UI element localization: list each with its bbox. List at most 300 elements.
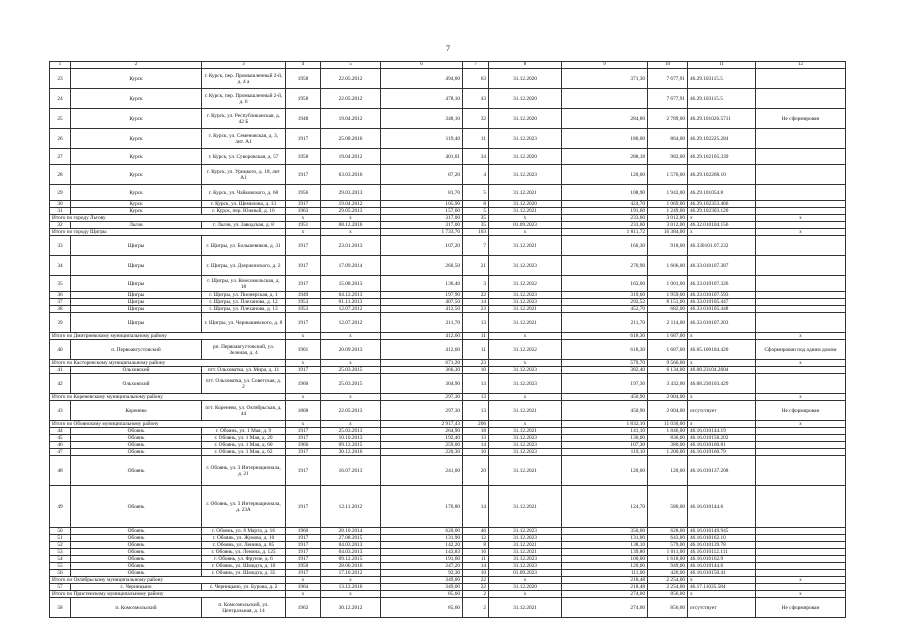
- table-cell: 1953: [286, 306, 321, 313]
- table-cell: г. Обоянь, ул. 1 Мая, д. 62: [202, 449, 286, 456]
- table-cell: 41: [50, 367, 71, 374]
- table-cell: 46.330101.07.232: [688, 236, 756, 256]
- table-cell: 450,90: [562, 401, 648, 421]
- table-cell: 22.05.2013: [321, 401, 381, 421]
- table-cell: Обоянь: [71, 535, 202, 542]
- table-cell: 17.10.2012: [321, 570, 381, 577]
- table-cell: 45: [50, 435, 71, 442]
- table-cell: 15.08.2013: [321, 276, 381, 292]
- subtotal-cell: x: [489, 333, 562, 340]
- table-cell: 1917: [286, 435, 321, 442]
- subtotal-cell: x: [688, 215, 756, 222]
- table-row: [50, 185, 846, 201]
- table-cell: г. Обоянь, ул. Шмидта, д. 10: [202, 563, 286, 570]
- table-cell: 43: [50, 401, 71, 421]
- table-cell: 11: [463, 556, 489, 563]
- subtotal-cell: 218,48: [562, 577, 648, 584]
- table-cell: [756, 367, 846, 374]
- table-cell: 108,90: [562, 185, 648, 201]
- table-cell: 120,00: [562, 165, 648, 185]
- table-cell: Курск: [71, 69, 202, 89]
- table-cell: 46.08.230103.429: [688, 374, 756, 394]
- table-cell: г. Обоянь, ул. Фрунзе, д. 6: [202, 556, 286, 563]
- table-cell: 2 004,00: [648, 401, 688, 421]
- table-cell: 13.12.2016: [321, 584, 381, 591]
- table-cell: 1917: [286, 428, 321, 435]
- table-cell: 31.12.2023: [489, 535, 562, 542]
- subtotal-label: Итого по городу Щигры: [50, 229, 286, 236]
- table-cell: 1 618,00: [648, 556, 688, 563]
- table-cell: 170,80: [381, 486, 463, 528]
- table-cell: Курск: [71, 185, 202, 201]
- subtotal-cell: x: [688, 591, 756, 598]
- table-cell: Щигры: [71, 256, 202, 276]
- subtotal-cell: 1 811,72: [562, 229, 648, 236]
- table-cell: г. Курск, ул. Суворовская, д. 57: [202, 149, 286, 165]
- subtotal-cell: x: [286, 229, 321, 236]
- table-cell: 46.33.010105.447: [688, 299, 756, 306]
- table-row: [50, 222, 846, 229]
- table-cell: 1949: [286, 292, 321, 299]
- table-cell: п. Первоавгустовский: [71, 340, 202, 360]
- table-cell: Курск: [71, 129, 202, 149]
- table-cell: 50: [50, 528, 71, 535]
- table-cell: 46.05.100104.420: [688, 340, 756, 360]
- table-cell: Курск: [71, 165, 202, 185]
- table-cell: 1917: [286, 449, 321, 456]
- table-row: [50, 236, 846, 256]
- table-cell: 16: [463, 549, 489, 556]
- table-cell: 192,40: [381, 435, 463, 442]
- table-cell: 618,30: [562, 340, 648, 360]
- table-cell: 24: [50, 89, 71, 109]
- table-cell: 46.29.103115.5: [688, 69, 756, 89]
- subtotal-cell: 450,90: [562, 394, 648, 401]
- table-cell: [756, 89, 846, 109]
- table-cell: 23.01.2013: [321, 236, 381, 256]
- subtotal-cell: x: [321, 591, 381, 598]
- table-cell: 08.12.2016: [321, 222, 381, 229]
- table-cell: 31.12.2021: [489, 549, 562, 556]
- table-cell: 14: [463, 486, 489, 528]
- table-cell: 105,90: [381, 201, 463, 208]
- column-number: 6: [381, 62, 463, 69]
- table-cell: 46.29.102353.466: [688, 201, 756, 208]
- subtotal-cell: 206: [463, 421, 489, 428]
- table-cell: 51: [50, 535, 71, 542]
- column-number: 3: [202, 62, 286, 69]
- table-row: [50, 276, 846, 292]
- table-cell: 288,18: [562, 149, 648, 165]
- table-cell: 1917: [286, 276, 321, 292]
- table-cell: [756, 256, 846, 276]
- table-cell: 864,00: [648, 129, 688, 149]
- table-cell: 54: [50, 556, 71, 563]
- table-cell: 53: [50, 549, 71, 556]
- table-cell: 44: [50, 428, 71, 435]
- table-cell: [756, 549, 846, 556]
- table-cell: 14: [463, 299, 489, 306]
- table-cell: 14: [463, 563, 489, 570]
- subtotal-cell: x: [286, 577, 321, 584]
- table-cell: п. Комсомольский, ул. Центральная, д. 14: [202, 598, 286, 618]
- table-cell: 31.12.2020: [489, 584, 562, 591]
- table-cell: 380,00: [648, 442, 688, 449]
- table-cell: 1917: [286, 201, 321, 208]
- table-cell: г. Обоянь, ул. 1 Мая, д. 20: [202, 435, 286, 442]
- subtotal-label: Итого по Дмитриевскому муниципальному району: [50, 333, 286, 340]
- subtotal-cell: 22: [463, 577, 489, 584]
- table-cell: [756, 201, 846, 208]
- subtotal-cell: x: [321, 360, 381, 367]
- subtotal-cell: x: [489, 421, 562, 428]
- subtotal-cell: 412,60: [381, 333, 463, 340]
- table-cell: Ольховский: [71, 367, 202, 374]
- table-cell: 29.03.2013: [321, 185, 381, 201]
- table-cell: 371,30: [562, 69, 648, 89]
- table-cell: Обоянь: [71, 542, 202, 549]
- table-row: [50, 556, 846, 563]
- table-cell: 119,40: [381, 129, 463, 149]
- table-cell: 949,00: [648, 563, 688, 570]
- table-cell: 1962: [286, 598, 321, 618]
- table-row: [50, 486, 846, 528]
- table-cell: 25.03.2013: [321, 428, 381, 435]
- subtotal-row: [50, 421, 846, 428]
- table-cell: 1917: [286, 535, 321, 542]
- table-cell: 31.12.2023: [489, 256, 562, 276]
- table-cell: г. Курск, пер. Промышленный 2-й, д. 6: [202, 89, 286, 109]
- subtotal-cell: x: [286, 360, 321, 367]
- table-cell: 1958: [286, 149, 321, 165]
- page-number: 7: [446, 44, 450, 53]
- subtotal-cell: x: [321, 333, 381, 340]
- table-cell: 57: [50, 584, 71, 591]
- table-row: [50, 401, 846, 421]
- table-cell: г. Щигры, ул. Дзержинского, д. 2: [202, 256, 286, 276]
- table-cell: 6 134,00: [648, 367, 688, 374]
- subtotal-cell: x: [489, 394, 562, 401]
- table-cell: 836,00: [648, 435, 688, 442]
- table-cell: г. Курск, ул. Республиканская, д. 42 Б: [202, 109, 286, 129]
- table-cell: 13: [463, 313, 489, 333]
- subtotal-cell: x: [489, 591, 562, 598]
- table-cell: г. Щигры, ул. Большевиков, д. 31: [202, 236, 286, 256]
- table-cell: [756, 442, 846, 449]
- table-cell: 31.12.2021: [489, 185, 562, 201]
- table-cell: 424,70: [562, 201, 648, 208]
- table-cell: 35: [463, 222, 489, 229]
- table-cell: 46.16.010160.79: [688, 449, 756, 456]
- table-cell: 382,40: [562, 367, 648, 374]
- table-cell: 46.16.010144.6: [688, 486, 756, 528]
- subtotal-cell: 103: [463, 229, 489, 236]
- table-cell: [756, 556, 846, 563]
- subtotal-cell: x: [321, 577, 381, 584]
- table-cell: 628,00: [648, 528, 688, 535]
- subtotal-cell: 297,30: [381, 394, 463, 401]
- table-cell: 12: [463, 535, 489, 542]
- table-cell: 46.29.102268.10: [688, 165, 756, 185]
- table-cell: [756, 435, 846, 442]
- table-cell: 25: [50, 109, 71, 129]
- table-cell: 31.12.2021: [489, 306, 562, 313]
- table-cell: 31.12.2021: [489, 486, 562, 528]
- table-row: [50, 165, 846, 185]
- table-cell: 19.04.2012: [321, 109, 381, 129]
- subtotal-row: [50, 215, 846, 222]
- table-cell: 18: [463, 428, 489, 435]
- subtotal-cell: 11 030,00: [648, 421, 688, 428]
- table-cell: 1917: [286, 129, 321, 149]
- table-cell: 09.12.2015: [321, 442, 381, 449]
- table-cell: 85,60: [381, 598, 463, 618]
- column-number: 1: [50, 62, 71, 69]
- table-cell: 143,83: [381, 549, 463, 556]
- table-cell: 11: [463, 340, 489, 360]
- subtotal-cell: x: [756, 229, 846, 236]
- table-cell: Щигры: [71, 313, 202, 333]
- table-cell: г. Курск, ул. Щемилова, д. 13: [202, 201, 286, 208]
- table-cell: 31.12.2021: [489, 456, 562, 486]
- table-cell: 131,00: [562, 535, 648, 542]
- table-cell: 28: [50, 165, 71, 185]
- table-cell: 31.12.2023: [489, 367, 562, 374]
- table-cell: 31.12.2023: [489, 449, 562, 456]
- table-cell: Щигры: [71, 299, 202, 306]
- table-cell: 01.09.2023: [489, 570, 562, 577]
- table-cell: [756, 456, 846, 486]
- table-cell: 31.12.2020: [489, 89, 562, 109]
- table-cell: 1917: [286, 313, 321, 333]
- table-row: [50, 340, 846, 360]
- table-cell: 46.29.101026.5711: [688, 109, 756, 129]
- subtotal-cell: x: [688, 229, 756, 236]
- table-cell: 120,00: [562, 563, 648, 570]
- table-cell: 1917: [286, 256, 321, 276]
- table-cell: 31.12.2020: [489, 69, 562, 89]
- table-cell: 27.08.2015: [321, 535, 381, 542]
- subtotal-cell: 856,00: [648, 591, 688, 598]
- table-cell: 7: [463, 236, 489, 256]
- table-cell: 107,20: [381, 236, 463, 256]
- table-cell: 1901: [286, 340, 321, 360]
- subtotal-cell: x: [756, 333, 846, 340]
- table-cell: с. Черницыно, ул. Бурова, д. 2: [202, 584, 286, 591]
- table-row: [50, 69, 846, 89]
- subtotal-label: Итого по Пристенскому муниципальному району: [50, 591, 286, 598]
- table-cell: 42: [50, 374, 71, 394]
- table-cell: 264,90: [381, 428, 463, 435]
- table-cell: 1 001,00: [648, 276, 688, 292]
- subtotal-cell: x: [321, 394, 381, 401]
- table-cell: 21: [463, 256, 489, 276]
- table-cell: г. Обоянь, ул. Ленина, д. 125: [202, 549, 286, 556]
- table-cell: 27: [50, 149, 71, 165]
- table-cell: 620,00: [381, 528, 463, 535]
- table-cell: 319,60: [562, 292, 648, 299]
- table-cell: Курск: [71, 208, 202, 215]
- subtotal-cell: x: [688, 421, 756, 428]
- table-cell: 20.09.2013: [321, 340, 381, 360]
- table-cell: 46.32.010104.156: [688, 222, 756, 229]
- table-cell: 04.03.2013: [321, 542, 381, 549]
- table-cell: 982,00: [648, 149, 688, 165]
- table-cell: 412,50: [381, 306, 463, 313]
- table-cell: 31.12.2023: [489, 563, 562, 570]
- table-cell: [756, 236, 846, 256]
- table-cell: 494,00: [381, 69, 463, 89]
- table-cell: 233,60: [562, 222, 648, 229]
- table-cell: [756, 563, 846, 570]
- table-cell: 35: [50, 276, 71, 292]
- table-cell: 1953: [286, 299, 321, 306]
- table-row: [50, 584, 846, 591]
- table-row: [50, 313, 846, 333]
- subtotal-cell: 1 733,70: [381, 229, 463, 236]
- table-cell: 20: [463, 456, 489, 486]
- subtotal-cell: x: [688, 394, 756, 401]
- table-cell: 211,70: [381, 313, 463, 333]
- table-cell: [756, 222, 846, 229]
- subtotal-cell: 579,70: [562, 360, 648, 367]
- table-cell: 218,48: [562, 584, 648, 591]
- table-cell: Не сформирован: [756, 598, 846, 618]
- table-cell: 111,00: [562, 570, 648, 577]
- table-cell: 16.07.2013: [321, 456, 381, 486]
- table-cell: 8: [463, 201, 489, 208]
- table-cell: 25.08.2016: [321, 129, 381, 149]
- column-number: 8: [489, 62, 562, 69]
- table-cell: 19.04.2012: [321, 149, 381, 165]
- table-cell: 12.11.2012: [321, 486, 381, 528]
- table-cell: 46.16.010137.208: [688, 456, 756, 486]
- table-cell: г. Обоянь, ул. 1 Мая, д. 9: [202, 428, 286, 435]
- table-cell: 120,00: [648, 456, 688, 486]
- table-cell: г. Курск, пер. Промышленный 2-й, д. 4 а: [202, 69, 286, 89]
- table-cell: 34: [463, 149, 489, 165]
- table-cell: 259,00: [381, 442, 463, 449]
- table-cell: 856,00: [648, 598, 688, 618]
- table-cell: [756, 208, 846, 215]
- table-cell: Щигры: [71, 236, 202, 256]
- table-cell: 92,30: [381, 570, 463, 577]
- subtotal-label: Итого по городу Льгову: [50, 215, 286, 222]
- column-number: 12: [756, 62, 846, 69]
- column-number: 5: [321, 62, 381, 69]
- table-cell: [756, 535, 846, 542]
- table-cell: г. Курск, ул. Семеновская, д. 3, лит. А1: [202, 129, 286, 149]
- table-cell: 31.12.2020: [489, 201, 562, 208]
- table-cell: г. Курск, ул. Чайковского, д. 68: [202, 185, 286, 201]
- table-row: [50, 598, 846, 618]
- table-cell: 579,00: [648, 542, 688, 549]
- table-cell: 270,90: [562, 256, 648, 276]
- table-cell: 01.09.2023: [489, 222, 562, 229]
- table-cell: Обоянь: [71, 556, 202, 563]
- table-cell: Обоянь: [71, 456, 202, 486]
- table-cell: г. Щигры, ул. Пионерская, д. 1: [202, 292, 286, 299]
- table-cell: Сформирован под одним домом: [756, 340, 846, 360]
- table-cell: 1917: [286, 367, 321, 374]
- table-cell: 401,01: [381, 149, 463, 165]
- table-cell: Обоянь: [71, 486, 202, 528]
- table-cell: 13: [463, 401, 489, 421]
- table-cell: 13: [463, 374, 489, 394]
- table-row: [50, 256, 846, 276]
- subtotal-cell: x: [688, 360, 756, 367]
- table-cell: Щигры: [71, 276, 202, 292]
- table-cell: 4: [463, 165, 489, 185]
- subtotal-cell: x: [688, 577, 756, 584]
- subtotal-cell: x: [489, 360, 562, 367]
- table-cell: 46.29.101054.8: [688, 185, 756, 201]
- table-cell: 1964: [286, 584, 321, 591]
- table-cell: 46: [463, 528, 489, 535]
- table-cell: 163,00: [562, 276, 648, 292]
- subtotal-cell: x: [756, 215, 846, 222]
- table-cell: 220,30: [381, 449, 463, 456]
- table-cell: 26: [50, 129, 71, 149]
- table-row: [50, 292, 846, 299]
- table-cell: 304,90: [381, 374, 463, 394]
- table-cell: 274,00: [562, 598, 648, 618]
- table-cell: 87,20: [381, 165, 463, 185]
- column-number: 2: [71, 62, 202, 69]
- table-cell: г. Обоянь, ул. Шмидта, д. 35: [202, 570, 286, 577]
- table-cell: 1966: [286, 442, 321, 449]
- subtotal-label: Итого по Кореневскому муниципальному району: [50, 394, 286, 401]
- table-cell: 46.16.010150.41: [688, 570, 756, 577]
- table-cell: 30.12.2016: [321, 449, 381, 456]
- table-cell: г. Обоянь, ул. 8 Марта, д. 16: [202, 528, 286, 535]
- table-cell: 1956: [286, 185, 321, 201]
- table-cell: 25.03.2015: [321, 374, 381, 394]
- table-cell: [756, 129, 846, 149]
- table-cell: 241,00: [381, 456, 463, 486]
- subtotal-cell: x: [688, 333, 756, 340]
- subtotal-label: Итого по Касторенскому муниципальному району: [50, 360, 286, 367]
- table-cell: 1 959,00: [648, 292, 688, 299]
- table-cell: 31.12.2023: [489, 292, 562, 299]
- table-cell: 1 249,00: [648, 208, 688, 215]
- table-cell: Льгов: [71, 222, 202, 229]
- table-cell: 1917: [286, 165, 321, 185]
- table-cell: 46.29.102303.120: [688, 208, 756, 215]
- table-cell: 37: [50, 299, 71, 306]
- table-cell: 366,30: [381, 367, 463, 374]
- table-row: [50, 428, 846, 435]
- table-cell: 1 943,00: [648, 185, 688, 201]
- subtotal-cell: x: [489, 229, 562, 236]
- table-cell: 46.16.010144.19: [688, 428, 756, 435]
- table-cell: 7 677,91: [648, 89, 688, 109]
- table-cell: [756, 299, 846, 306]
- subtotal-row: [50, 229, 846, 236]
- table-cell: 142,20: [381, 542, 463, 549]
- table-cell: 23: [463, 306, 489, 313]
- table-cell: 197,30: [562, 374, 648, 394]
- table-cell: 1 576,00: [648, 165, 688, 185]
- subtotal-cell: x: [756, 394, 846, 401]
- table-cell: 40: [50, 340, 71, 360]
- subtotal-cell: x: [756, 360, 846, 367]
- table-cell: 30.12.2012: [321, 598, 381, 618]
- table-cell: 350,00: [562, 528, 648, 535]
- table-cell: г. Курск, пер. Южный, д. 16: [202, 208, 286, 215]
- table-cell: 211,70: [562, 313, 648, 333]
- table-cell: 46.16.010144.6: [688, 563, 756, 570]
